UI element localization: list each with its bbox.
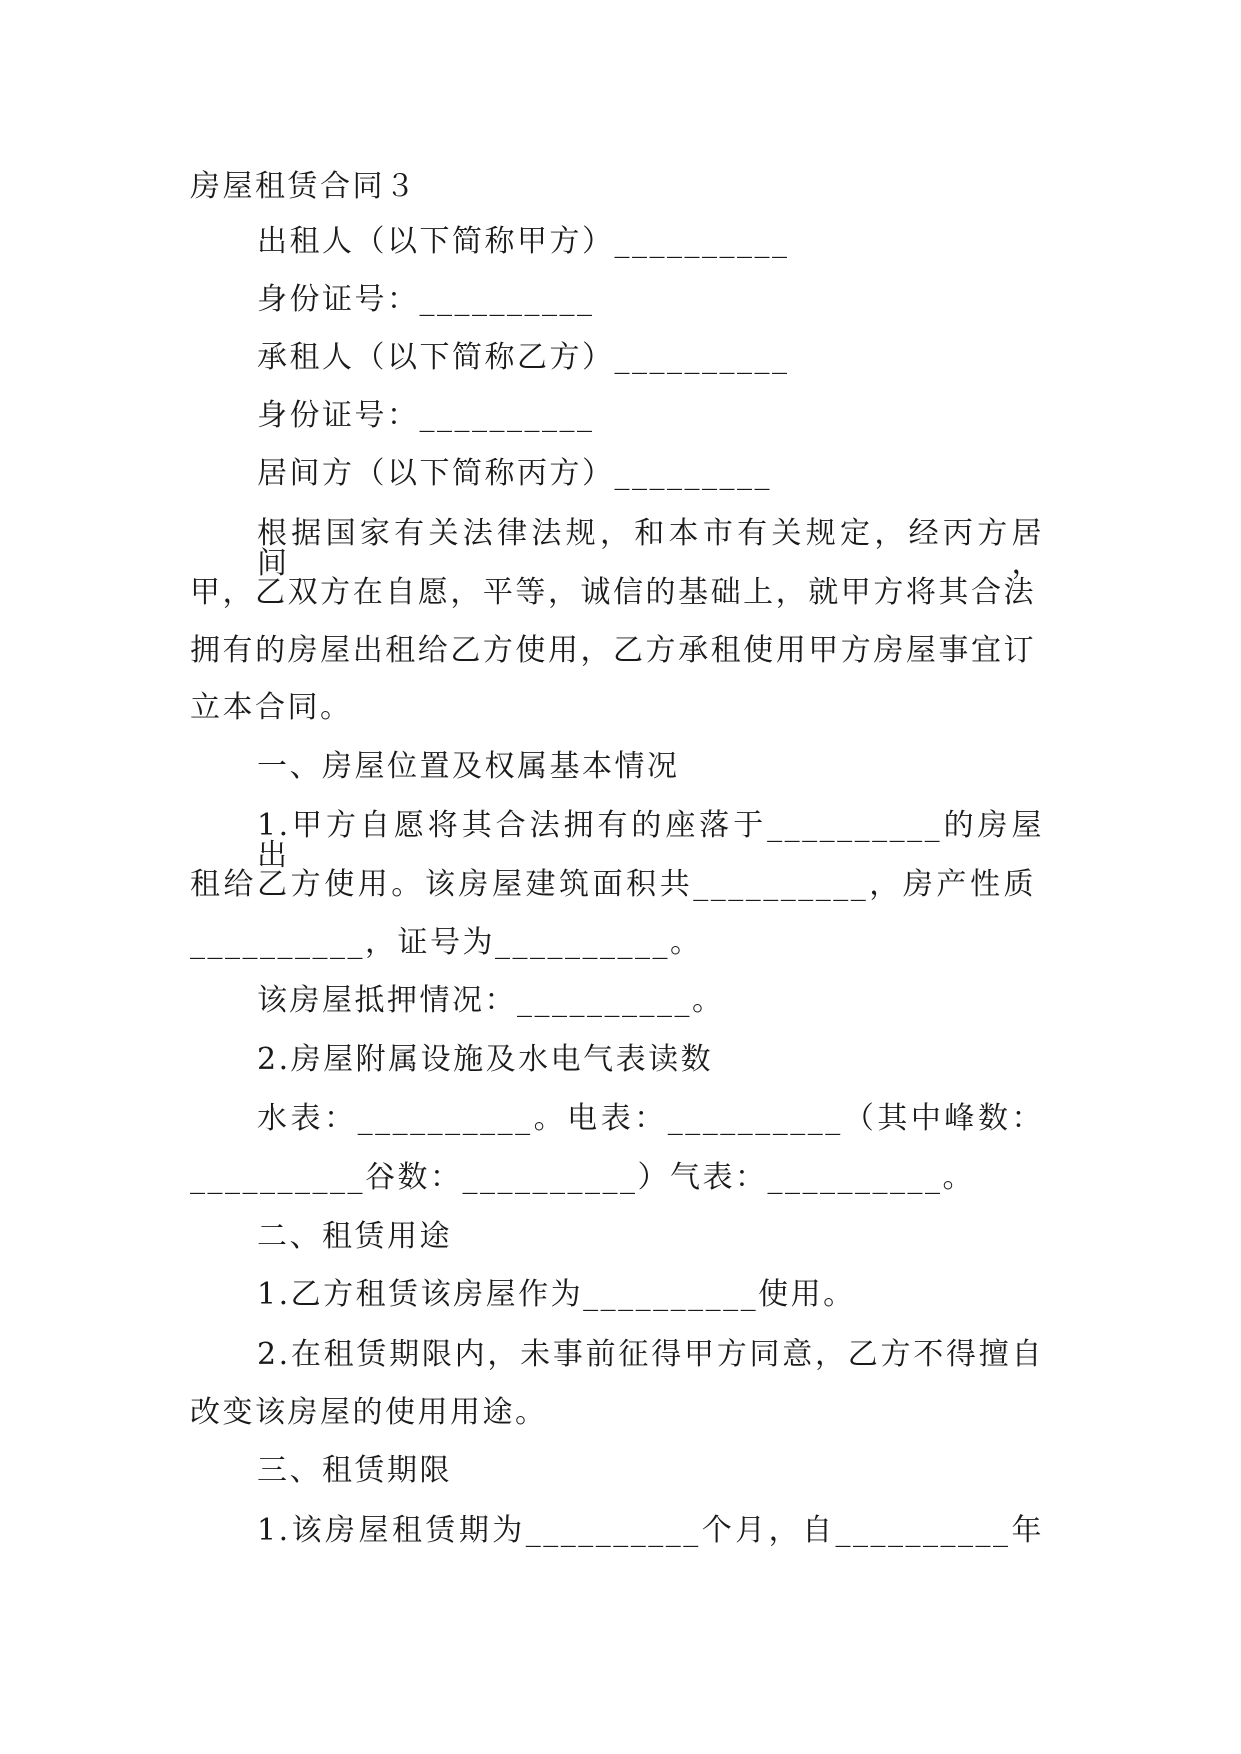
paragraph-line: 1.甲方自愿将其合法拥有的座落于__________的房屋出 bbox=[257, 808, 1044, 873]
paragraph-line: 居间方（以下简称丙方）_________ bbox=[257, 456, 772, 491]
paragraph-line: 出租人（以下简称甲方）__________ bbox=[257, 224, 790, 259]
paragraph-line: 2.在租赁期限内，未事前征得甲方同意，乙方不得擅自 bbox=[257, 1337, 1044, 1372]
paragraph-line: 身份证号：__________ bbox=[257, 282, 595, 317]
paragraph-line: 租给乙方使用。该房屋建筑面积共__________，房产性质 bbox=[190, 867, 1036, 902]
paragraph-line: 改变该房屋的使用用途。 bbox=[190, 1395, 548, 1430]
paragraph-line: 根据国家有关法律法规，和本市有关规定，经丙方居间， bbox=[257, 516, 1044, 581]
paragraph-line: 拥有的房屋出租给乙方使用，乙方承租使用甲方房屋事宜订 bbox=[190, 633, 1036, 668]
document-title: 房屋租赁合同３ bbox=[190, 169, 418, 204]
paragraph-line: 水表：__________。电表：__________（其中峰数： bbox=[257, 1101, 1044, 1136]
paragraph-line: 承租人（以下简称乙方）__________ bbox=[257, 340, 790, 375]
section-heading: 二、租赁用途 bbox=[257, 1219, 452, 1254]
paragraph-line: 2.房屋附属设施及水电气表读数 bbox=[257, 1042, 714, 1077]
paragraph-line: 立本合同。 bbox=[190, 690, 353, 725]
paragraph-line: 身份证号：__________ bbox=[257, 398, 595, 433]
section-heading: 一、房屋位置及权属基本情况 bbox=[257, 749, 680, 784]
paragraph-line: 1.乙方租赁该房屋作为__________使用。 bbox=[257, 1277, 856, 1312]
paragraph-line: 甲，乙双方在自愿，平等，诚信的基础上，就甲方将其合法 bbox=[190, 575, 1036, 610]
paragraph-line: 该房屋抵押情况：__________。 bbox=[257, 983, 725, 1018]
paragraph-line: 1.该房屋租赁期为__________个月，自__________年 bbox=[257, 1513, 1044, 1548]
paragraph-line: __________，证号为__________。 bbox=[190, 925, 703, 960]
section-heading: 三、租赁期限 bbox=[257, 1453, 452, 1488]
paragraph-line: __________谷数：__________）气表：__________。 bbox=[190, 1160, 975, 1195]
